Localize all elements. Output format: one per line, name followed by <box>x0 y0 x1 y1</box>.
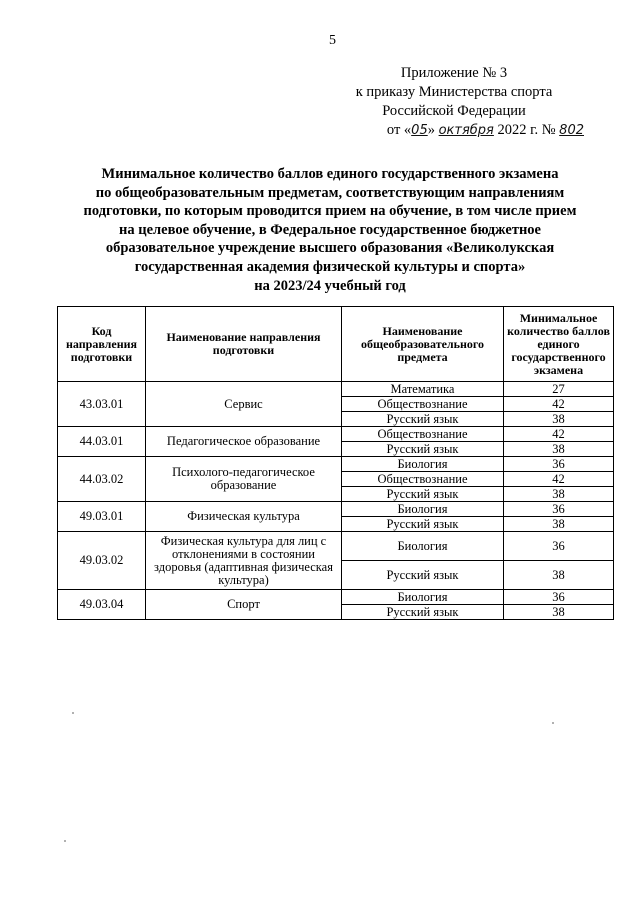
title-line: государственная академия физической культуры и спорта» <box>134 258 526 275</box>
appendix-block <box>324 64 584 140</box>
code-cell: 43.03.01 <box>58 382 146 427</box>
subject-cell: Русский язык <box>342 561 504 590</box>
header-subject: Наименование общеобразовательного предмета <box>342 307 504 382</box>
order-number: 802 <box>559 123 584 138</box>
table-row <box>58 427 614 442</box>
date-prefix: от « <box>386 122 412 138</box>
title-line: Минимальное количество баллов единого государственного экзамена <box>101 166 559 182</box>
header-code: Код направления подготовки <box>58 307 146 382</box>
direction-cell: Физическая культура <box>146 502 342 532</box>
subject-cell: Биология <box>342 590 504 605</box>
appendix-title: Приложение № 3 <box>400 65 508 81</box>
scan-speck <box>72 712 74 714</box>
subject-cell: Обществознание <box>342 472 504 487</box>
date-mid: » <box>427 122 435 138</box>
date-month: октября <box>438 123 494 138</box>
document-title <box>66 165 594 295</box>
score-cell: 38 <box>504 487 614 502</box>
scan-speck <box>552 722 554 724</box>
title-line: образовательное учреждение высшего образования «Великолукская <box>105 240 555 257</box>
title-line: подготовки, по которым проводится прием на обучение, в том числе прием <box>83 203 577 220</box>
code-cell: 44.03.02 <box>58 457 146 502</box>
code-cell: 49.03.04 <box>58 590 146 620</box>
date-year: 2022 г. № <box>497 122 556 138</box>
score-cell: 38 <box>504 517 614 532</box>
score-cell: 36 <box>504 502 614 517</box>
subject-cell: Биология <box>342 532 504 561</box>
appendix-date-line <box>324 121 584 140</box>
subject-cell: Русский язык <box>342 412 504 427</box>
subject-cell: Русский язык <box>342 517 504 532</box>
subject-cell: Математика <box>342 382 504 397</box>
scan-speck <box>64 840 66 842</box>
header-min-score: Минимальное количество баллов единого государственного экзамена <box>504 307 614 382</box>
score-cell: 42 <box>504 397 614 412</box>
score-cell: 36 <box>504 532 614 561</box>
table-row <box>58 502 614 517</box>
direction-cell: Сервис <box>146 382 342 427</box>
score-cell: 38 <box>504 442 614 457</box>
score-cell: 42 <box>504 427 614 442</box>
appendix-ministry-line: Российской Федерации <box>382 103 526 119</box>
subject-cell: Обществознание <box>342 397 504 412</box>
subject-cell: Русский язык <box>342 605 504 620</box>
page-number: 5 <box>329 33 336 48</box>
code-cell: 49.03.01 <box>58 502 146 532</box>
score-cell: 27 <box>504 382 614 397</box>
score-cell: 38 <box>504 605 614 620</box>
table-row <box>58 532 614 561</box>
direction-cell: Педагогическое образование <box>146 427 342 457</box>
subject-cell: Биология <box>342 457 504 472</box>
subject-cell: Биология <box>342 502 504 517</box>
subject-cell: Русский язык <box>342 487 504 502</box>
score-cell: 36 <box>504 590 614 605</box>
title-line: на целевое обучение, в Федеральное государственное бюджетное <box>119 221 541 238</box>
date-day: 05 <box>411 123 428 138</box>
direction-cell: Психолого-педагогическое образование <box>146 457 342 502</box>
scores-table <box>57 306 614 620</box>
direction-cell: Физическая культура для лиц с отклонениями в состоянии здоровья (адаптивная физическая культура) <box>146 532 342 590</box>
direction-cell: Спорт <box>146 590 342 620</box>
subject-cell: Русский язык <box>342 442 504 457</box>
title-line: по общеобразовательным предметам, соответствующим направлениям <box>95 184 565 201</box>
appendix-order-line: к приказу Министерства спорта <box>355 84 553 100</box>
title-line: на 2023/24 учебный год <box>254 277 406 294</box>
table-row <box>58 382 614 397</box>
code-cell: 44.03.01 <box>58 427 146 457</box>
score-cell: 38 <box>504 412 614 427</box>
header-direction: Наименование направления подготовки <box>146 307 342 382</box>
score-cell: 36 <box>504 457 614 472</box>
table-row <box>58 457 614 472</box>
code-cell: 49.03.02 <box>58 532 146 590</box>
score-cell: 38 <box>504 561 614 590</box>
table-header-row <box>58 307 614 382</box>
score-cell: 42 <box>504 472 614 487</box>
table-row <box>58 590 614 605</box>
subject-cell: Обществознание <box>342 427 504 442</box>
